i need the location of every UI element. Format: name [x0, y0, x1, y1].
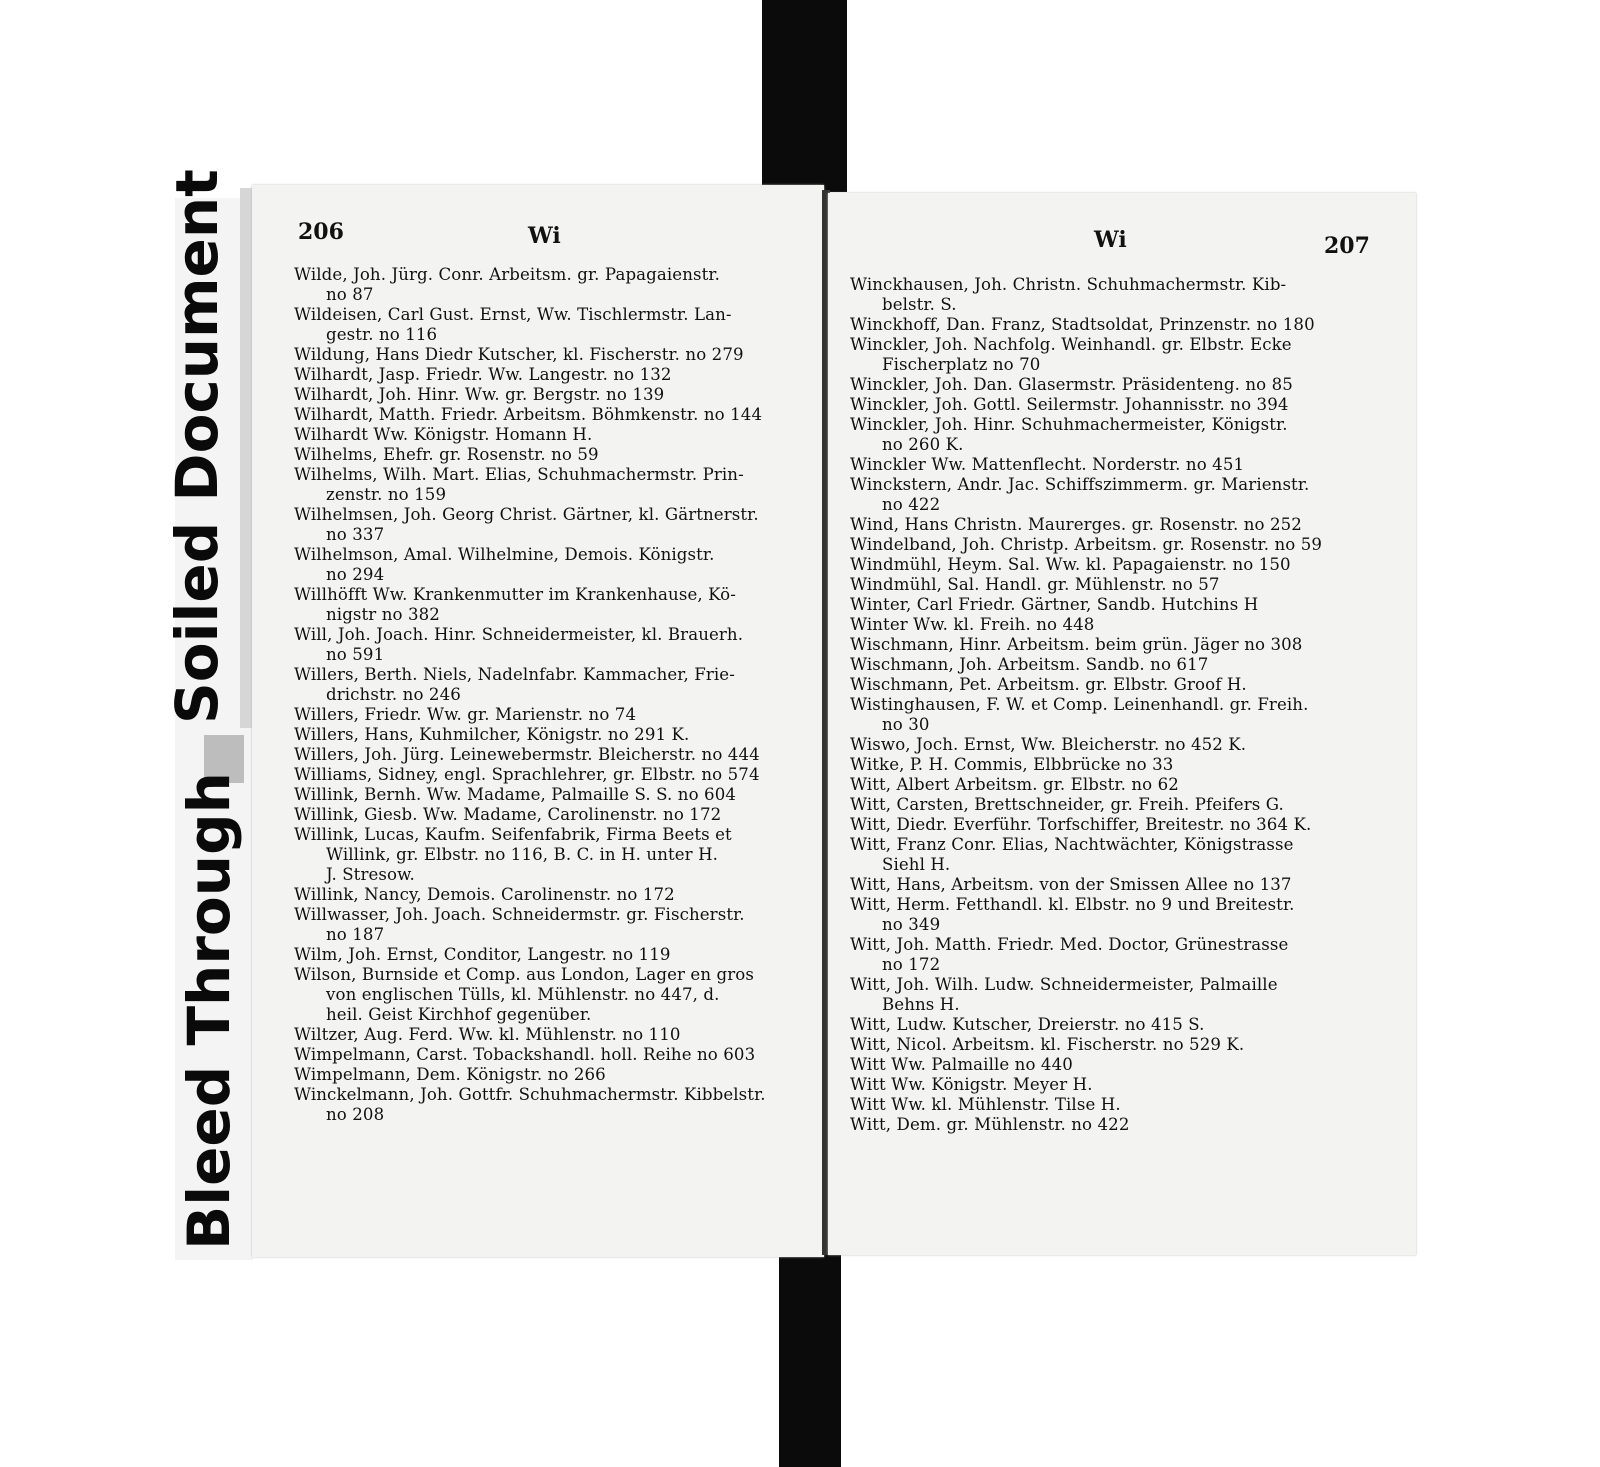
entry-line: Witt, Herm. Fetthandl. kl. Elbstr. no 9 und Breitestr. — [850, 895, 1295, 914]
directory-entry — [850, 675, 1390, 695]
entry-continuation-line: Willink, gr. Elbstr. no 116, B. C. in H. unter H. — [326, 845, 719, 864]
directory-entry — [850, 535, 1390, 555]
entry-continuation-line: belstr. S. — [882, 295, 957, 314]
directory-entry — [850, 1115, 1390, 1135]
bleed-through-label: Bleed Through — [175, 772, 243, 1250]
entry-line: Will, Joh. Joach. Hinr. Schneidermeister, kl. Brauerh. — [294, 625, 744, 644]
entry-line: Wistinghausen, F. W. et Comp. Leinenhandl. gr. Freih. — [850, 695, 1309, 714]
entry-line: Wiswo, Joch. Ernst, Ww. Bleicherstr. no 452 K. — [850, 735, 1247, 754]
entry-line: Wischmann, Hinr. Arbeitsm. beim grün. Jäger no 308 — [850, 635, 1303, 654]
directory-entry — [850, 575, 1390, 595]
directory-entry — [294, 465, 794, 505]
entry-line: Wilhardt Ww. Königstr. Homann H. — [294, 425, 593, 444]
soiled-document-label: Soiled Document — [163, 169, 231, 724]
entry-continuation-line: nigstr no 382 — [326, 605, 440, 624]
entry-line: Witt, Hans, Arbeitsm. von der Smissen Allee no 137 — [850, 875, 1292, 894]
directory-entry — [850, 975, 1390, 1015]
directory-entry — [850, 775, 1390, 795]
directory-entry — [294, 1025, 794, 1045]
directory-entry — [850, 615, 1390, 635]
entry-line: Willers, Hans, Kuhmilcher, Königstr. no 291 K. — [294, 725, 690, 744]
page-number: 206 — [298, 219, 344, 245]
entry-line: Willink, Bernh. Ww. Madame, Palmaille S. S. no 604 — [294, 785, 737, 804]
directory-entry — [850, 1055, 1390, 1075]
entry-line: Windmühl, Heym. Sal. Ww. kl. Papagaienstr. no 150 — [850, 555, 1291, 574]
entry-line: Wimpelmann, Dem. Königstr. no 266 — [294, 1065, 606, 1084]
directory-entry — [294, 345, 794, 365]
entry-line: Wischmann, Joh. Arbeitsm. Sandb. no 617 — [850, 655, 1209, 674]
entry-line: Winckelmann, Joh. Gottfr. Schuhmachermstr. Kibbelstr. — [294, 1085, 766, 1104]
left-page — [252, 185, 824, 1257]
entry-line: Winckhausen, Joh. Christn. Schuhmachermstr. Kib- — [850, 275, 1287, 294]
directory-entry — [850, 455, 1390, 475]
entry-continuation-line: Behns H. — [882, 995, 960, 1014]
entry-line: Winckler, Joh. Nachfolg. Weinhandl. gr. Elbstr. Ecke — [850, 335, 1292, 354]
directory-entry — [294, 305, 794, 345]
entry-continuation-line: no 172 — [882, 955, 941, 974]
directory-entries — [294, 265, 794, 1125]
directory-entry — [294, 705, 794, 725]
directory-entry — [294, 265, 794, 305]
directory-entry — [850, 475, 1390, 515]
entry-line: Wildung, Hans Diedr Kutscher, kl. Fischerstr. no 279 — [294, 345, 744, 364]
running-head: Wi — [1094, 227, 1127, 253]
entry-line: Wilhelmson, Amal. Wilhelmine, Demois. Königstr. — [294, 545, 715, 564]
directory-entry — [850, 755, 1390, 775]
entry-line: Willers, Berth. Niels, Nadelnfabr. Kammacher, Frie- — [294, 665, 735, 684]
black-binding-band-top — [762, 0, 847, 192]
entry-line: Willers, Joh. Jürg. Leinewebermstr. Bleicherstr. no 444 — [294, 745, 760, 764]
entry-line: Wildeisen, Carl Gust. Ernst, Ww. Tischlermstr. Lan- — [294, 305, 732, 324]
directory-entry — [850, 895, 1390, 935]
entry-line: Witke, P. H. Commis, Elbbrücke no 33 — [850, 755, 1174, 774]
entry-line: Wilhardt, Jasp. Friedr. Ww. Langestr. no 132 — [294, 365, 672, 384]
entry-line: Wiltzer, Aug. Ferd. Ww. kl. Mühlenstr. no 110 — [294, 1025, 681, 1044]
directory-entry — [850, 875, 1390, 895]
directory-entry — [850, 1015, 1390, 1035]
entry-line: Wilhardt, Joh. Hinr. Ww. gr. Bergstr. no 139 — [294, 385, 665, 404]
entry-continuation-line: no 422 — [882, 495, 941, 514]
entry-continuation-line: gestr. no 116 — [326, 325, 438, 344]
entry-line: Witt Ww. kl. Mühlenstr. Tilse H. — [850, 1095, 1121, 1114]
entry-continuation-line: no 187 — [326, 925, 385, 944]
directory-entry — [850, 935, 1390, 975]
entry-continuation-line: no 591 — [326, 645, 385, 664]
entry-continuation-line: no 87 — [326, 285, 374, 304]
directory-entry — [294, 725, 794, 745]
directory-entry — [294, 445, 794, 465]
directory-entry — [850, 555, 1390, 575]
directory-entry — [850, 795, 1390, 815]
directory-entry — [294, 1045, 794, 1065]
entry-continuation-line: no 260 K. — [882, 435, 964, 454]
entry-line: Winter Ww. kl. Freih. no 448 — [850, 615, 1095, 634]
entry-line: Willwasser, Joh. Joach. Schneidermstr. gr. Fischerstr. — [294, 905, 745, 924]
entry-line: Witt, Franz Conr. Elias, Nachtwächter, Königstrasse — [850, 835, 1294, 854]
entry-line: Winckler, Joh. Gottl. Seilermstr. Johannisstr. no 394 — [850, 395, 1289, 414]
directory-entry — [850, 1075, 1390, 1095]
entry-line: Willink, Lucas, Kaufm. Seifenfabrik, Firma Beets et — [294, 825, 732, 844]
directory-entry — [294, 545, 794, 585]
directory-entry — [294, 805, 794, 825]
entry-continuation-line: no 30 — [882, 715, 930, 734]
entry-line: Winckler, Joh. Dan. Glasermstr. Präsidenteng. no 85 — [850, 375, 1293, 394]
entry-continuation-line: no 208 — [326, 1105, 385, 1124]
entry-continuation-line: Fischerplatz no 70 — [882, 355, 1041, 374]
directory-entry — [850, 1095, 1390, 1115]
directory-entry — [294, 405, 794, 425]
entry-line: Wimpelmann, Carst. Tobackshandl. holl. Reihe no 603 — [294, 1045, 756, 1064]
entry-line: Wind, Hans Christn. Maurerges. gr. Rosenstr. no 252 — [850, 515, 1302, 534]
directory-entry — [294, 745, 794, 765]
entry-line: Witt, Nicol. Arbeitsm. kl. Fischerstr. no 529 K. — [850, 1035, 1245, 1054]
directory-entry — [850, 815, 1390, 835]
directory-entry — [294, 365, 794, 385]
entry-continuation-line: no 337 — [326, 525, 385, 544]
entry-line: Wilhelms, Wilh. Mart. Elias, Schuhmachermstr. Prin- — [294, 465, 744, 484]
entry-line: Wilson, Burnside et Comp. aus London, Lager en gros — [294, 965, 754, 984]
directory-entry — [294, 1085, 794, 1125]
directory-entry — [850, 395, 1390, 415]
entry-continuation-line: von englischen Tülls, kl. Mühlenstr. no 447, d. — [326, 985, 720, 1004]
entry-line: Willink, Giesb. Ww. Madame, Carolinenstr. no 172 — [294, 805, 722, 824]
directory-entry — [850, 595, 1390, 615]
directory-entry — [850, 275, 1390, 315]
entry-line: Wischmann, Pet. Arbeitsm. gr. Elbstr. Groof H. — [850, 675, 1247, 694]
entry-continuation-line: no 349 — [882, 915, 941, 934]
entry-continuation-line: no 294 — [326, 565, 385, 584]
directory-entry — [850, 515, 1390, 535]
directory-entry — [294, 965, 794, 1025]
entry-line: Winckler, Joh. Hinr. Schuhmachermeister, Königstr. — [850, 415, 1288, 434]
directory-entry — [294, 765, 794, 785]
directory-entry — [294, 385, 794, 405]
directory-entry — [294, 1065, 794, 1085]
directory-entry — [294, 785, 794, 805]
entry-line: Winckler Ww. Mattenflecht. Norderstr. no 451 — [850, 455, 1245, 474]
directory-entry — [294, 505, 794, 545]
directory-entry — [294, 425, 794, 445]
entry-continuation-line: drichstr. no 246 — [326, 685, 461, 704]
black-binding-band-bottom — [779, 1252, 841, 1467]
directory-entry — [850, 315, 1390, 335]
entry-line: Witt, Carsten, Brettschneider, gr. Freih. Pfeifers G. — [850, 795, 1284, 814]
entry-line: Wilhelmsen, Joh. Georg Christ. Gärtner, kl. Gärtnerstr. — [294, 505, 759, 524]
directory-entries — [850, 275, 1390, 1135]
entry-line: Wilm, Joh. Ernst, Conditor, Langestr. no 119 — [294, 945, 671, 964]
entry-line: Winter, Carl Friedr. Gärtner, Sandb. Hutchins H — [850, 595, 1259, 614]
directory-entry — [850, 635, 1390, 655]
entry-line: Wilhelms, Ehefr. gr. Rosenstr. no 59 — [294, 445, 599, 464]
entry-continuation-line: Siehl H. — [882, 855, 951, 874]
entry-line: Witt, Joh. Wilh. Ludw. Schneidermeister, Palmaille — [850, 975, 1278, 994]
directory-entry — [850, 335, 1390, 375]
directory-entry — [850, 375, 1390, 395]
entry-line: Winckstern, Andr. Jac. Schiffszimmerm. gr. Marienstr. — [850, 475, 1310, 494]
entry-continuation-line: heil. Geist Kirchhof gegenüber. — [326, 1005, 592, 1024]
entry-line: Winckhoff, Dan. Franz, Stadtsoldat, Prinzenstr. no 180 — [850, 315, 1315, 334]
entry-continuation-line: zenstr. no 159 — [326, 485, 447, 504]
right-page — [828, 193, 1416, 1255]
directory-entry — [294, 825, 794, 885]
directory-entry — [294, 625, 794, 665]
entry-continuation-line: J. Stresow. — [326, 865, 415, 884]
entry-line: Witt, Joh. Matth. Friedr. Med. Doctor, Grünestrasse — [850, 935, 1289, 954]
entry-line: Windelband, Joh. Christp. Arbeitsm. gr. Rosenstr. no 59 — [850, 535, 1323, 554]
directory-entry — [294, 585, 794, 625]
entry-line: Witt, Dem. gr. Mühlenstr. no 422 — [850, 1115, 1130, 1134]
entry-line: Wilde, Joh. Jürg. Conr. Arbeitsm. gr. Papagaienstr. — [294, 265, 720, 284]
directory-entry — [294, 665, 794, 705]
entry-line: Williams, Sidney, engl. Sprachlehrer, gr. Elbstr. no 574 — [294, 765, 760, 784]
entry-line: Willhöfft Ww. Krankenmutter im Krankenhause, Kö- — [294, 585, 736, 604]
entry-line: Willers, Friedr. Ww. gr. Marienstr. no 74 — [294, 705, 637, 724]
entry-line: Windmühl, Sal. Handl. gr. Mühlenstr. no 57 — [850, 575, 1220, 594]
entry-line: Witt Ww. Palmaille no 440 — [850, 1055, 1073, 1074]
directory-entry — [850, 1035, 1390, 1055]
directory-entry — [850, 835, 1390, 875]
directory-entry — [294, 905, 794, 945]
entry-line: Witt, Ludw. Kutscher, Dreierstr. no 415 S. — [850, 1015, 1205, 1034]
entry-line: Willink, Nancy, Demois. Carolinenstr. no 172 — [294, 885, 675, 904]
directory-entry — [294, 885, 794, 905]
entry-line: Witt Ww. Königstr. Meyer H. — [850, 1075, 1093, 1094]
directory-entry — [850, 735, 1390, 755]
running-head: Wi — [528, 223, 561, 249]
directory-entry — [850, 695, 1390, 735]
entry-line: Witt, Albert Arbeitsm. gr. Elbstr. no 62 — [850, 775, 1179, 794]
directory-entry — [850, 655, 1390, 675]
entry-line: Wilhardt, Matth. Friedr. Arbeitsm. Böhmkenstr. no 144 — [294, 405, 763, 424]
page-number: 207 — [1324, 233, 1370, 259]
directory-entry — [294, 945, 794, 965]
entry-line: Witt, Diedr. Everführ. Torfschiffer, Breitestr. no 364 K. — [850, 815, 1312, 834]
directory-entry — [850, 415, 1390, 455]
